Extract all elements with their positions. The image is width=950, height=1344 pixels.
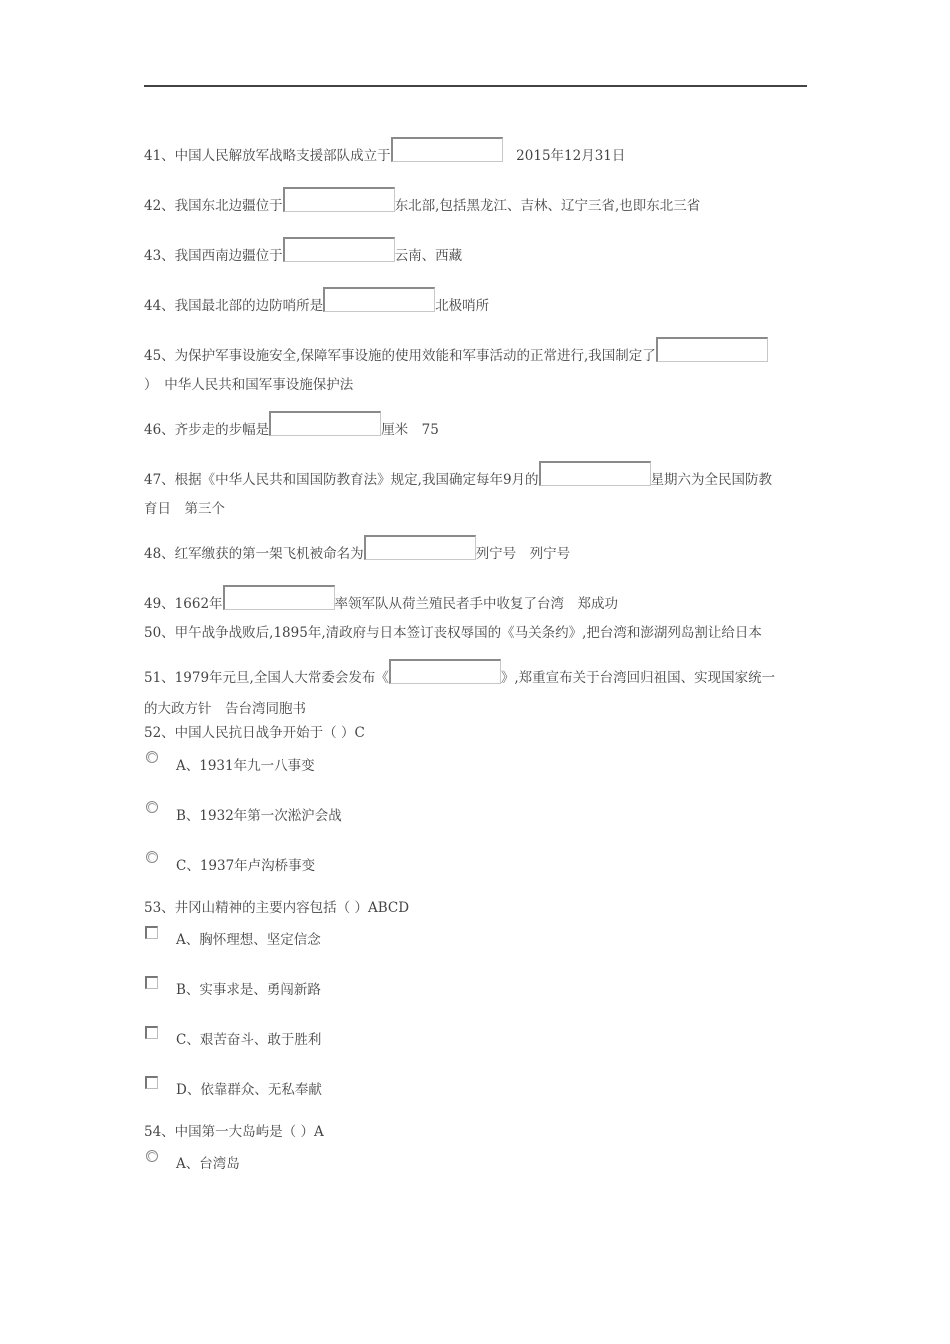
question-49: 49、1662年 率领军队从荷兰殖民者手中收复了台湾 郑成功 bbox=[144, 585, 618, 614]
question-50: 50、甲午战争战败后,1895年,清政府与日本签订丧权辱国的《马关条约》,把台湾和澎湖列岛割让给日本 bbox=[144, 625, 762, 641]
question-46: 46、齐步走的步幅是 厘米 75 bbox=[144, 411, 439, 440]
option-53-a: A、胸怀理想、坚定信念 bbox=[176, 932, 321, 948]
question-44: 44、我国最北部的边防哨所是 北极哨所 bbox=[144, 287, 489, 316]
radio-52-b[interactable] bbox=[146, 801, 158, 813]
option-52-c: C、1937年卢沟桥事变 bbox=[176, 858, 316, 874]
option-52-a: A、1931年九一八事变 bbox=[176, 758, 315, 774]
checkbox-53-a[interactable] bbox=[145, 926, 158, 939]
answer-field-49[interactable] bbox=[223, 585, 335, 610]
question-45-continued: ） 中华人民共和国军事设施保护法 bbox=[144, 377, 354, 393]
header-rule bbox=[144, 85, 807, 87]
question-53: 53、井冈山精神的主要内容包括（ ）ABCD bbox=[144, 900, 410, 916]
answer-field-43[interactable] bbox=[283, 237, 395, 262]
option-53-b: B、实事求是、勇闯新路 bbox=[176, 982, 321, 998]
checkbox-53-c[interactable] bbox=[145, 1026, 158, 1039]
option-52-b: B、1932年第一次淞沪会战 bbox=[176, 808, 342, 824]
answer-field-51[interactable] bbox=[389, 659, 501, 684]
answer-field-48[interactable] bbox=[364, 535, 476, 560]
question-42: 42、我国东北边疆位于 东北部,包括黑龙江、吉林、辽宁三省,也即东北三省 bbox=[144, 187, 700, 216]
answer-field-44[interactable] bbox=[323, 287, 435, 312]
question-43: 43、我国西南边疆位于 云南、西藏 bbox=[144, 237, 462, 266]
radio-54-a[interactable] bbox=[146, 1150, 158, 1162]
question-41: 41、中国人民解放军战略支援部队成立于 2015年12月31日 bbox=[144, 137, 625, 166]
answer-field-42[interactable] bbox=[283, 187, 395, 212]
radio-52-a[interactable] bbox=[146, 751, 158, 763]
option-54-a: A、台湾岛 bbox=[176, 1156, 240, 1172]
question-51-continued: 的大政方针 告台湾同胞书 bbox=[144, 701, 306, 717]
answer-field-47[interactable] bbox=[539, 461, 651, 486]
radio-52-c[interactable] bbox=[146, 851, 158, 863]
checkbox-53-b[interactable] bbox=[145, 976, 158, 989]
option-53-d: D、依靠群众、无私奉献 bbox=[176, 1082, 322, 1098]
question-47: 47、根据《中华人民共和国国防教育法》规定,我国确定每年9月的 星期六为全民国防教 bbox=[144, 461, 772, 490]
question-52: 52、中国人民抗日战争开始于（ ）C bbox=[144, 725, 365, 741]
question-48: 48、红军缴获的第一架飞机被命名为 列宁号 列宁号 bbox=[144, 535, 570, 564]
question-45: 45、为保护军事设施安全,保障军事设施的使用效能和军事活动的正常进行,我国制定了 bbox=[144, 337, 768, 366]
answer-field-45[interactable] bbox=[656, 337, 768, 362]
question-54: 54、中国第一大岛屿是（ ）A bbox=[144, 1124, 324, 1140]
answer-field-46[interactable] bbox=[269, 411, 381, 436]
question-47-continued: 育日 第三个 bbox=[144, 501, 225, 517]
option-53-c: C、艰苦奋斗、敢于胜利 bbox=[176, 1032, 322, 1048]
answer-field-41[interactable] bbox=[391, 137, 503, 162]
question-51: 51、1979年元旦,全国人大常委会发布《 》,郑重宣布关于台湾回归祖国、实现国家统一 bbox=[144, 659, 775, 688]
checkbox-53-d[interactable] bbox=[145, 1076, 158, 1089]
